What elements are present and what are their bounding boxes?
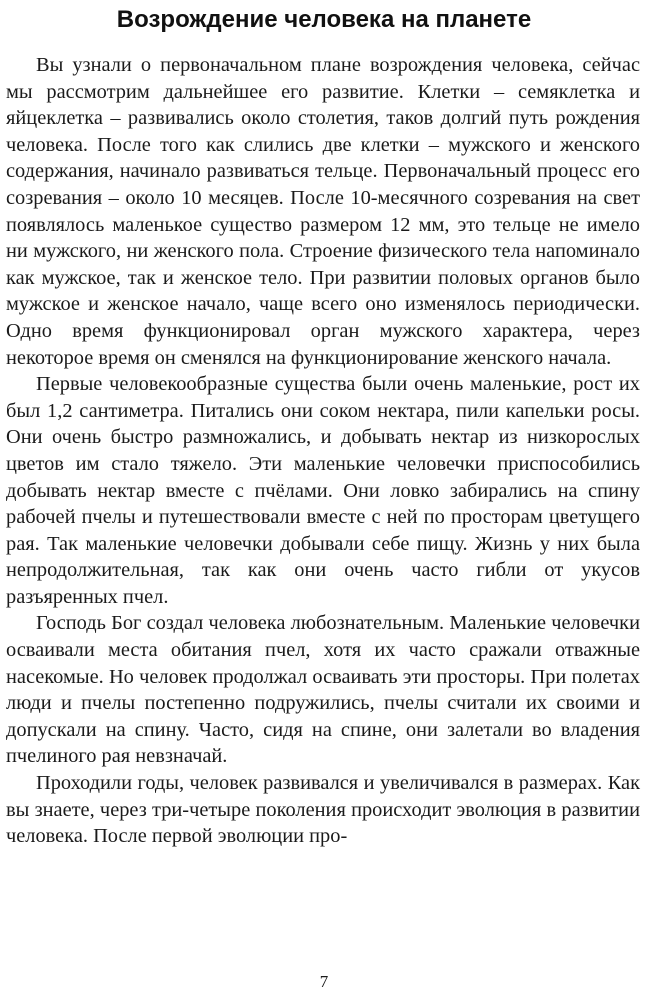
body-text — [6, 52, 640, 850]
paragraph-3: Господь Бог создал человека любознательным. Маленькие человечки осваивали места обитания пчел, хотя их часто сражали отважные насекомые. Но человек продолжал осваивать эти просторы. При полетах люди и пчелы постепенно подружились, пчелы считали их своими и допускали на спину. Часто, сидя на спине, они залетали во владения пчелиного рая невзначай. — [6, 612, 640, 768]
page-number: 7 — [319, 972, 329, 991]
paragraph-4: Проходили годы, человек развивался и увеличивался в размерах. Как вы знаете, через три-четыре поколения происходит эволюция в развитии человека. После первой эволюции про- — [6, 772, 640, 848]
paragraph-2: Первые человекообразные существа были очень маленькие, рост их был 1,2 сантиметра. Питались они соком нектара, пили капельки росы. Они очень быстро размножались, и добывать нектар из низкорослых цветов им стало тяжело. Эти маленькие человечки приспособились добывать нектар вместе с пчёлами. Они ловко забирались на спину рабочей пчелы и путешествовали вместе с ней по просторам цветущего рая. Так маленькие человечки добывали себе пищу. Жизнь у них была непродолжительная, так как они очень часто гибли от укусов разъяренных пчел. — [6, 373, 640, 608]
paragraph-1: Вы узнали о первоначальном плане возрождения человека, сейчас мы рассмотрим дальнейшее его развитие. Клетки – семяклетка и яйцеклетка – развивались около столетия, таков долгий путь рождения человека. После того как слились две клетки – мужского и женского содержания, начинало развиваться тельце. Первоначальный процесс его созревания – около 10 месяцев. После 10-месячного созревания на свет появлялось маленькое существо размером 12 мм, это тельце не имело ни мужского, ни женского пола. Строение физического тела напоминало как мужское, так и женское тело. При развитии половых органов было мужское и женское начало, чаще всего оно изменялось периодически. Одно время функционировал орган мужского характера, через некоторое время он сменялся на функционирование женского начала. — [6, 54, 640, 369]
page-title: Возрождение человека на планете — [116, 6, 532, 33]
